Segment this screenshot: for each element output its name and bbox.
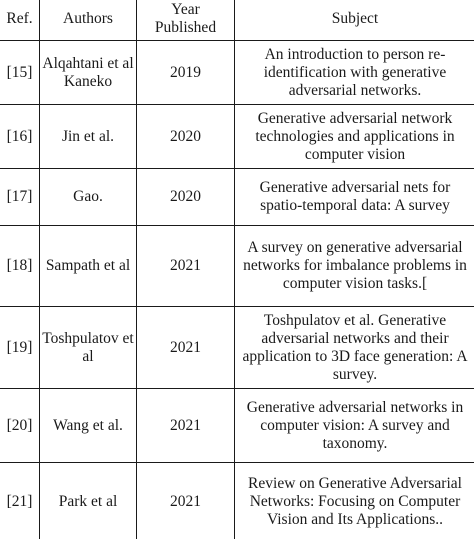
cell-authors: Gao. (40, 169, 137, 226)
cell-year: 2021 (137, 226, 235, 307)
cell-authors: Park et al (40, 463, 137, 539)
cell-ref: [15] (0, 41, 40, 105)
header-subject: Subject (235, 0, 474, 41)
header-year: Year Published (137, 0, 235, 41)
cell-authors: Wang et al. (40, 389, 137, 463)
table-row (0, 105, 474, 169)
cell-ref: [17] (0, 169, 40, 226)
table-row (0, 41, 474, 105)
cell-authors: Sampath et al (40, 226, 137, 307)
cell-ref: [19] (0, 307, 40, 389)
table-row (0, 463, 474, 539)
table-row (0, 389, 474, 463)
cell-subject: Toshpulatov et al. Generative adversarial networks and their application to 3D face generation: A survey. (235, 307, 474, 389)
table-row (0, 169, 474, 226)
cell-year: 2019 (137, 41, 235, 105)
table-row (0, 307, 474, 389)
header-ref: Ref. (0, 0, 40, 41)
cell-ref: [20] (0, 389, 40, 463)
header-row (0, 0, 474, 41)
cell-ref: [16] (0, 105, 40, 169)
cell-year: 2021 (137, 389, 235, 463)
cell-year: 2021 (137, 307, 235, 389)
table-row (0, 226, 474, 307)
cell-subject: Generative adversarial nets for spatio-temporal data: A survey (235, 169, 474, 226)
cell-year: 2021 (137, 463, 235, 539)
cell-ref: [18] (0, 226, 40, 307)
cell-subject: An introduction to person re-identification with generative adversarial networks. (235, 41, 474, 105)
cell-authors: Jin et al. (40, 105, 137, 169)
cell-authors: Alqahtani et al Kaneko (40, 41, 137, 105)
cell-year: 2020 (137, 169, 235, 226)
cell-year: 2020 (137, 105, 235, 169)
cell-subject: Generative adversarial network technologies and applications in computer vision (235, 105, 474, 169)
cell-subject: Generative adversarial networks in computer vision: A survey and taxonomy. (235, 389, 474, 463)
cell-ref: [21] (0, 463, 40, 539)
cell-subject: Review on Generative Adversarial Networks: Focusing on Computer Vision and Its Applications.. (235, 463, 474, 539)
header-authors: Authors (40, 0, 137, 41)
cell-authors: Toshpulatov et al (40, 307, 137, 389)
cell-subject: A survey on generative adversarial networks for imbalance problems in computer vision tasks.[ (235, 226, 474, 307)
